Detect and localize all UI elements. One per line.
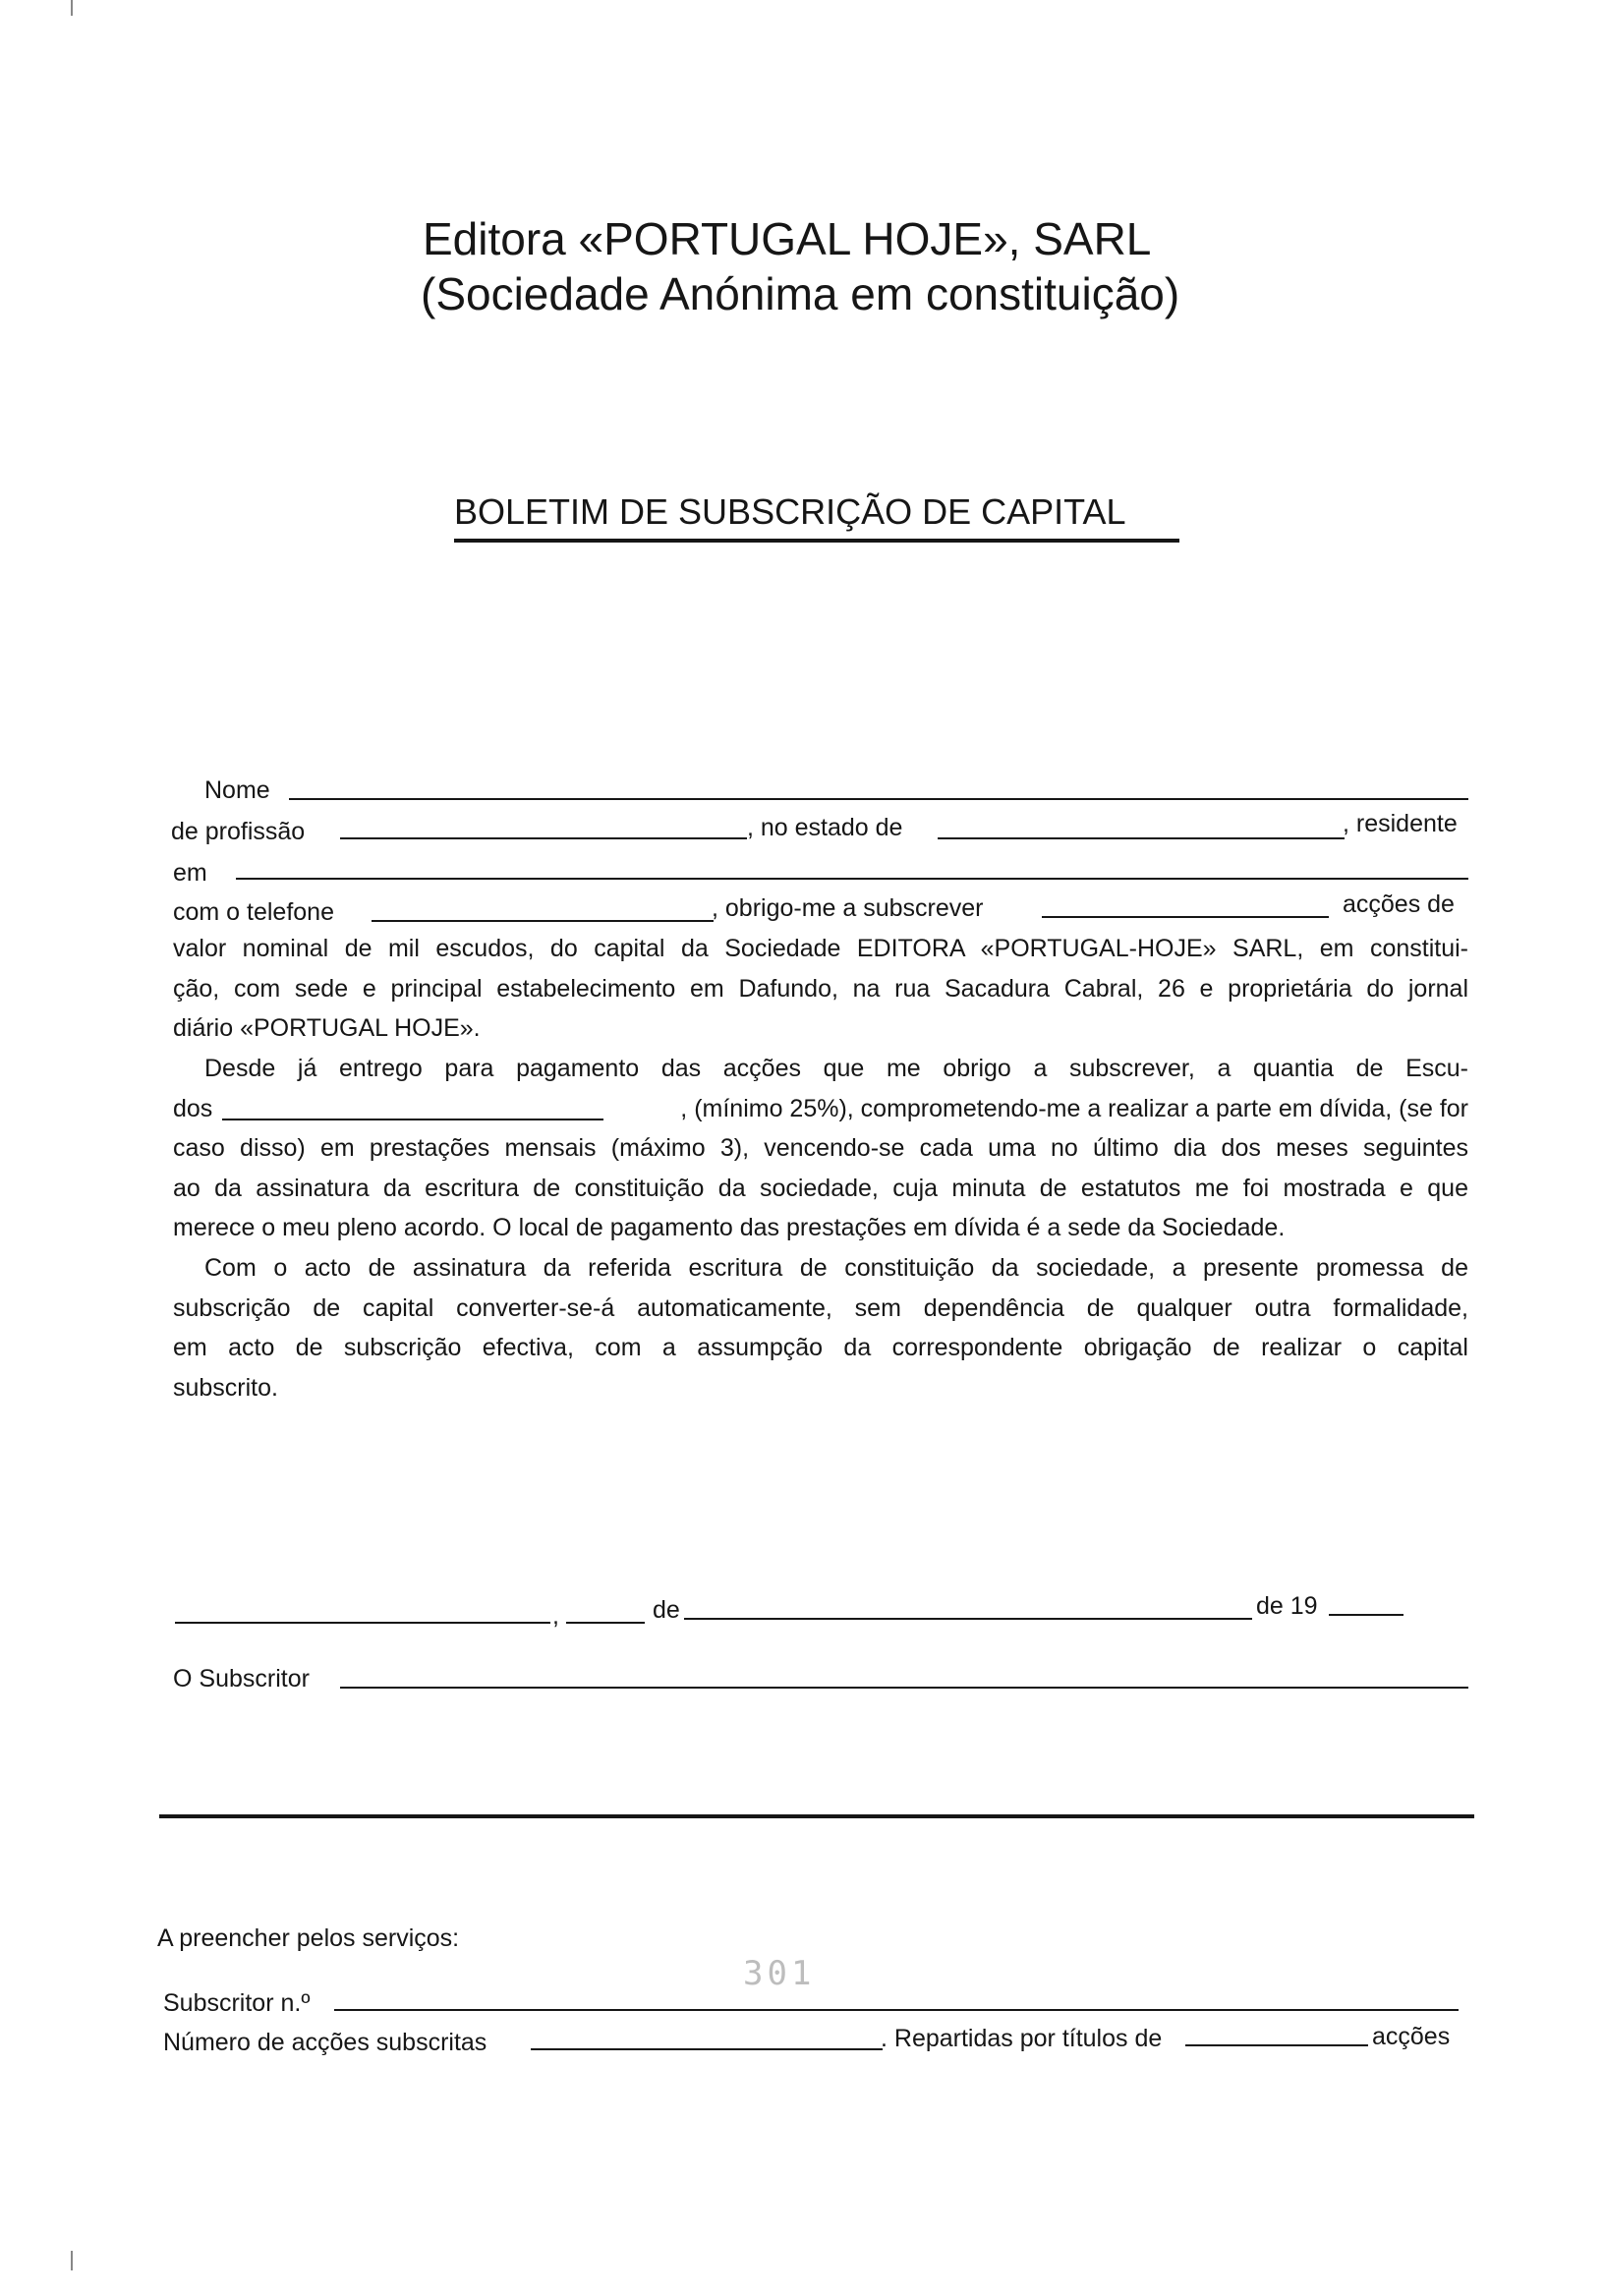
subscritor-n-label: Subscritor n.º (163, 1989, 311, 2017)
subscritor-label: O Subscritor (173, 1665, 310, 1693)
scan-mark (71, 2251, 73, 2270)
date-comma: , (552, 1602, 559, 1630)
date-de-label: de (653, 1596, 680, 1624)
paragraph-2-line: Desde já entrego para pagamento das acções que me obrigo a subscrever, a quantia de Escu- (204, 1055, 1468, 1082)
profissao-label: de profissão (171, 818, 306, 845)
obrigo-label: , obrigo-me a subscrever (712, 894, 984, 922)
paragraph-1-line: valor nominal de mil escudos, do capital da Sociedade EDITORA «PORTUGAL-HOJE» SARL, em constitui- (173, 935, 1468, 962)
em-label: em (173, 859, 207, 887)
paragraph-2-dos-line (173, 1089, 1468, 1129)
residente-label: , residente (1343, 810, 1458, 837)
paragraph-3-line: subscrição de capital converter-se-á automaticamente, sem dependência de qualquer outra formalidade, (173, 1293, 1468, 1322)
paragraph-1-line: ção, com sede e principal estabelecimento em Dafundo, na rua Sacadura Cabral, 26 e proprietária do jornal (173, 974, 1468, 1003)
titulos-field[interactable] (1185, 2044, 1368, 2046)
nome-field[interactable] (289, 798, 1468, 800)
estado-field[interactable] (938, 837, 1345, 839)
escudos-field[interactable] (222, 1119, 603, 1120)
nome-label: Nome (204, 776, 270, 804)
paragraph-2-line: ao da assinatura da escritura de constituição da sociedade, cuja minuta de estatutos me foi mostrada e que (173, 1174, 1468, 1202)
paragraph-1-line: diário «PORTUGAL HOJE». (173, 1014, 481, 1042)
services-heading: A preencher pelos serviços: (157, 1924, 460, 1952)
place-field[interactable] (175, 1622, 550, 1624)
day-field[interactable] (566, 1622, 645, 1624)
numero-accoes-label: Número de acções subscritas (163, 2029, 487, 2056)
em-field[interactable] (236, 878, 1468, 880)
company-status: (Sociedade Anónima em constituição) (421, 268, 1180, 319)
paragraph-3-line: subscrito. (173, 1373, 278, 1402)
paragraph-3-line: Com o acto de assinatura da referida escritura de constituição da sociedade, a presente promessa de (204, 1254, 1468, 1282)
form-title: BOLETIM DE SUBSCRIÇÃO DE CAPITAL (454, 491, 1126, 532)
paragraph-3-line: em acto de subscrição efectiva, com a assumpção da correspondente obrigação de realizar o capital (173, 1334, 1468, 1361)
dos-label: dos (173, 1094, 213, 1122)
year-prefix-label: de 19 (1256, 1592, 1318, 1620)
telefone-field[interactable] (372, 920, 714, 922)
paragraph-2 (173, 1049, 1468, 1248)
year-field[interactable] (1329, 1614, 1404, 1616)
telefone-label: com o telefone (173, 898, 334, 926)
paragraph-3 (173, 1248, 1468, 1407)
accoes-label: acções (1372, 2023, 1451, 2050)
signature-field[interactable] (340, 1687, 1468, 1689)
title-underline (454, 539, 1179, 543)
paragraph-1 (173, 929, 1468, 1049)
dos-rest: , (mínimo 25%), comprometendo-me a realizar a parte em dívida, (se for (680, 1094, 1468, 1122)
stamped-number: 301 (743, 1954, 816, 1993)
section-divider (159, 1814, 1474, 1818)
scan-mark (71, 0, 73, 16)
paragraph-2-line: merece o meu pleno acordo. O local de pagamento das prestações em dívida é a sede da Sociedade. (173, 1214, 1286, 1241)
paragraph-2-line: caso disso) em prestações mensais (máximo 3), vencendo-se cada uma no último dia dos meses seguintes (173, 1134, 1468, 1162)
estado-label: , no estado de (747, 814, 903, 841)
numero-accoes-field[interactable] (531, 2048, 883, 2050)
repartidas-label: . Repartidas por títulos de (881, 2025, 1163, 2052)
accoes-de-label: acções de (1343, 890, 1455, 918)
company-name: Editora «PORTUGAL HOJE», SARL (423, 213, 1152, 264)
accoes-field[interactable] (1042, 916, 1329, 918)
profissao-field[interactable] (340, 837, 747, 839)
month-field[interactable] (684, 1618, 1252, 1620)
subscritor-n-field[interactable] (334, 2009, 1459, 2011)
